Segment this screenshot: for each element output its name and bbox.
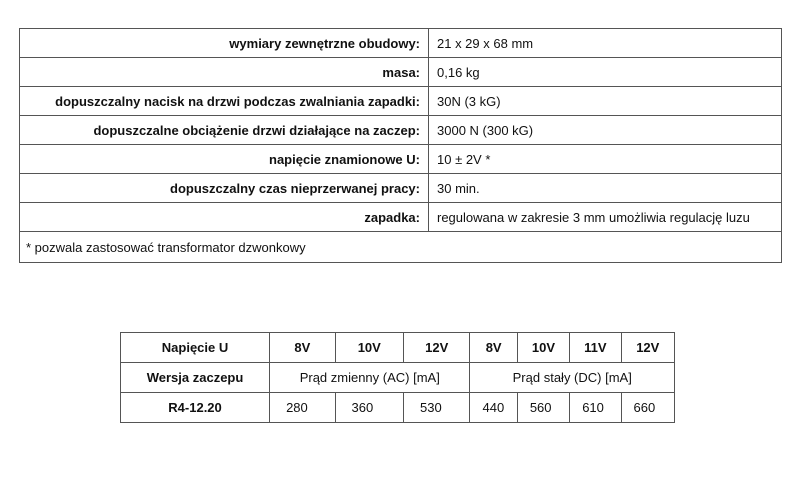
spec-row [20,145,782,174]
current-value: 440 [470,393,517,423]
voltage-cell: 12V [404,333,470,363]
current-value: 360 [335,393,403,423]
voltage-cell: 10V [517,333,569,363]
spec-label: dopuszczalny czas nieprzerwanej pracy: [20,174,429,203]
current-value: 610 [570,393,621,423]
spec-row [20,58,782,87]
spec-value: regulowana w zakresie 3 mm umożliwia regulację luzu [429,203,782,232]
spec-footnote: * pozwala zastosować transformator dzwonkowy [20,232,782,263]
voltage-cell: 11V [570,333,621,363]
spec-label: masa: [20,58,429,87]
voltage-cell: 8V [270,333,335,363]
spec-label: wymiary zewnętrzne obudowy: [20,29,429,58]
current-type-row [121,363,675,393]
spec-value: 30N (3 kG) [429,87,782,116]
dc-current-group: Prąd stały (DC) [mA] [470,363,675,393]
model-label: R4-12.20 [121,393,270,423]
spec-value: 30 min. [429,174,782,203]
spec-label: napięcie znamionowe U: [20,145,429,174]
spec-value: 10 ± 2V * [429,145,782,174]
spec-value: 3000 N (300 kG) [429,116,782,145]
spec-footnote-row [20,232,782,263]
current-table [120,332,675,423]
voltage-header-row [121,333,675,363]
specification-table [19,28,782,263]
voltage-cell: 10V [335,333,403,363]
spec-row [20,87,782,116]
spec-row [20,174,782,203]
current-value: 660 [621,393,674,423]
spec-value: 0,16 kg [429,58,782,87]
spec-row [20,203,782,232]
voltage-cell: 8V [470,333,517,363]
spec-value: 21 x 29 x 68 mm [429,29,782,58]
spec-label: zapadka: [20,203,429,232]
spec-label: dopuszczalne obciążenie drzwi działające na zaczep: [20,116,429,145]
voltage-header-label: Napięcie U [121,333,270,363]
current-value: 530 [404,393,470,423]
current-value: 280 [270,393,335,423]
current-value: 560 [517,393,569,423]
ac-current-group: Prąd zmienny (AC) [mA] [270,363,470,393]
spec-label: dopuszczalny nacisk na drzwi podczas zwalniania zapadki: [20,87,429,116]
spec-row [20,116,782,145]
voltage-cell: 12V [621,333,674,363]
model-row [121,393,675,423]
version-label: Wersja zaczepu [121,363,270,393]
spec-row [20,29,782,58]
